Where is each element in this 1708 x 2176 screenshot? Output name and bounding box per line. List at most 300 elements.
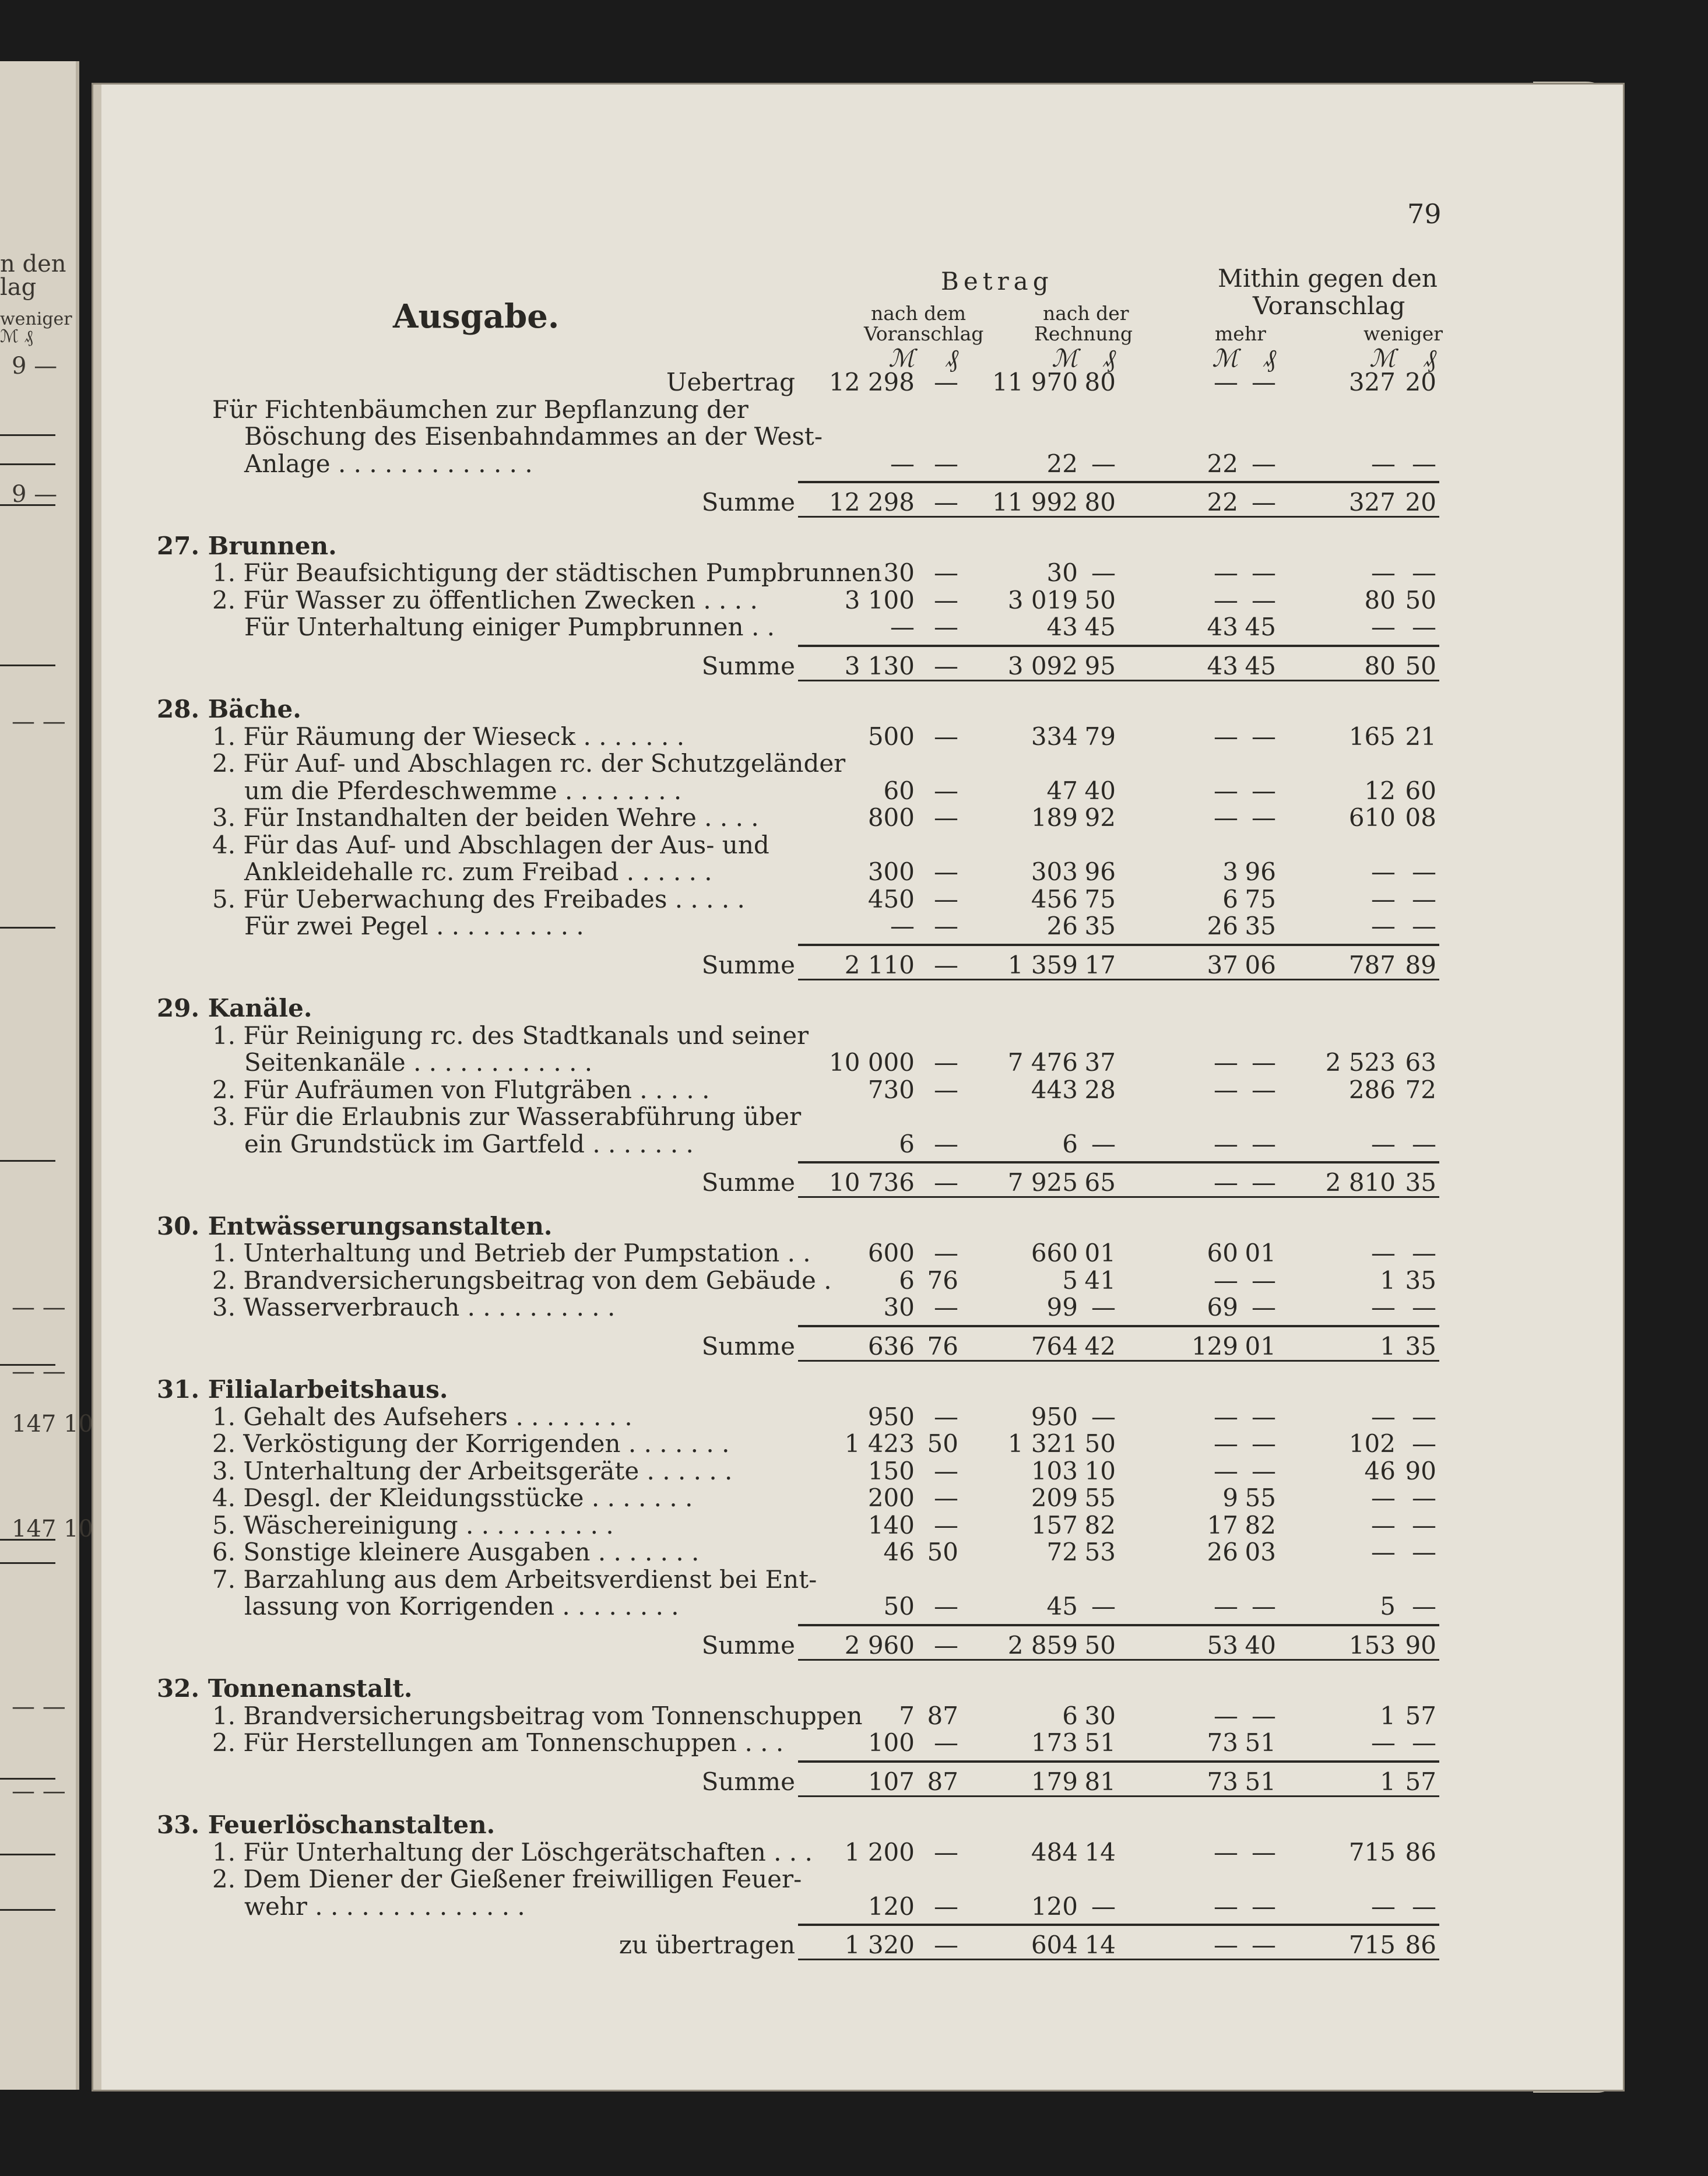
cell-value: 600 (867, 1239, 915, 1267)
cell-value: 7 476 (1007, 1048, 1078, 1077)
section-title: 30. Entwässerungsanstalten. (157, 1211, 553, 1240)
cell-value: — (1412, 912, 1436, 940)
cell-value: 120 (1031, 1892, 1078, 1921)
cell-value: — (1412, 1402, 1436, 1431)
cell-value: 14 (1084, 1837, 1116, 1866)
cell-value: — (934, 857, 958, 886)
cell-value: — (1252, 1129, 1276, 1158)
header-voranschlag-2: Voranschlag (864, 322, 984, 345)
cell-value: — (1214, 585, 1238, 614)
cell-value: 43 (1207, 651, 1238, 680)
cell-value: 1 (1380, 1265, 1396, 1295)
row-label: 1. Für Beaufsichtigung der städtischen Pumpbrunnen (212, 558, 882, 587)
row-label: 2. Verköstigung der Korrigenden . . . . . . . (212, 1429, 730, 1458)
cell-value: 22 (1046, 449, 1078, 478)
cell-value: 10 000 (829, 1048, 915, 1077)
cell-value: 28 (1084, 1075, 1116, 1104)
cell-value: 76 (927, 1265, 958, 1295)
cell-value: 12 298 (829, 488, 915, 516)
cell-value: 45 (1084, 613, 1116, 641)
cell-value: 12 (1364, 776, 1396, 805)
cell-value: 9 (1222, 1484, 1238, 1512)
left-page-fragment: n den (0, 251, 66, 277)
cell-value: 69 (1207, 1293, 1238, 1321)
cell-value: 157 (1031, 1510, 1078, 1539)
cell-value: — (934, 1728, 958, 1757)
cell-value: — (1214, 1129, 1238, 1158)
cell-value: — (890, 613, 915, 641)
cell-value: — (1371, 1892, 1396, 1921)
cell-value: 165 (1348, 722, 1396, 751)
cell-value: — (1252, 1402, 1276, 1431)
cell-value: 41 (1084, 1265, 1116, 1295)
row-label: 6. Sonstige kleinere Ausgaben . . . . . . . (212, 1538, 700, 1566)
cell-value: 660 (1031, 1239, 1078, 1267)
section-title: 27. Brunnen. (157, 531, 337, 560)
cell-value: — (1252, 585, 1276, 614)
left-page-fragment: — — (12, 1358, 66, 1385)
cell-value: — (1371, 1538, 1396, 1566)
sum-underline (798, 1196, 1439, 1198)
cell-value: 327 (1348, 368, 1396, 396)
cell-value: 45 (1046, 1592, 1078, 1620)
cell-value: 51 (1245, 1767, 1276, 1796)
page-title: Ausgabe. (393, 297, 560, 336)
cell-value: — (890, 449, 915, 478)
cell-value: 107 (867, 1767, 915, 1796)
cell-value: — (1091, 1402, 1116, 1431)
cell-value: 604 (1031, 1931, 1078, 1959)
cell-value: — (1214, 1402, 1238, 1431)
cell-value: 1 (1380, 1331, 1396, 1361)
cell-value: 50 (1405, 651, 1436, 680)
cell-value: 12 298 (829, 368, 915, 396)
cell-value: 715 (1348, 1931, 1396, 1959)
row-label: 1. Brandversicherungsbeitrag vom Tonnenschuppen (212, 1701, 863, 1730)
left-page-rule (0, 927, 55, 929)
section-title: 32. Tonnenanstalt. (157, 1674, 413, 1703)
header-mithin-1: Mithin gegen den (1218, 264, 1438, 293)
cell-value: 6 (1222, 884, 1238, 913)
row-label: Uebertrag (666, 368, 795, 396)
cell-value: — (934, 651, 958, 680)
left-page-rule (0, 1562, 55, 1564)
cell-value: 35 (1245, 912, 1276, 940)
cell-value: 45 (1245, 651, 1276, 680)
cell-value: 51 (1245, 1728, 1276, 1757)
cell-value: 11 970 (992, 368, 1078, 396)
cell-value: 30 (883, 1293, 915, 1321)
cell-value: — (934, 1592, 958, 1620)
cell-value: 17 (1084, 950, 1116, 979)
cell-value: — (1371, 1402, 1396, 1431)
cell-value: — (934, 1510, 958, 1539)
sum-underline (798, 979, 1439, 980)
cell-value: — (1214, 1048, 1238, 1077)
cell-value: 1 321 (1007, 1429, 1078, 1458)
cell-value: 484 (1031, 1837, 1078, 1866)
cell-value: — (1214, 368, 1238, 396)
cell-value: — (1412, 884, 1436, 913)
cell-value: — (1412, 1728, 1436, 1757)
cell-value: 764 (1031, 1331, 1078, 1361)
row-label: Summe (701, 1331, 795, 1361)
row-label: Ankleidehalle rc. zum Freibad . . . . . . (244, 857, 712, 886)
cell-value: 3 100 (844, 585, 915, 614)
cell-value: 3 130 (844, 651, 915, 680)
left-page-fragment: — — (12, 1778, 66, 1805)
cell-value: 99 (1046, 1293, 1078, 1321)
cell-value: 6 (1062, 1701, 1078, 1730)
cell-value: — (1252, 488, 1276, 516)
cell-value: 47 (1046, 776, 1078, 805)
sum-rule (798, 944, 1439, 946)
cell-value: 950 (867, 1402, 915, 1431)
cell-value: 1 320 (844, 1931, 915, 1959)
cell-value: 103 (1031, 1456, 1078, 1485)
cell-value: 3 (1222, 857, 1238, 886)
cell-value: — (1214, 1592, 1238, 1620)
cell-value: — (1371, 1129, 1396, 1158)
cell-value: 26 (1046, 912, 1078, 940)
unit-label: ₰ (1103, 344, 1116, 372)
cell-value: 30 (883, 558, 915, 587)
cell-value: 500 (867, 722, 915, 751)
cell-value: — (1412, 449, 1436, 478)
cell-value: — (1371, 1239, 1396, 1267)
row-label: 4. Für das Auf- und Abschlagen der Aus- und (212, 830, 769, 859)
cell-value: — (1371, 449, 1396, 478)
cell-value: 51 (1084, 1728, 1116, 1757)
unit-label: ℳ (1212, 344, 1238, 372)
cell-value: — (1412, 1538, 1436, 1566)
cell-value: 303 (1031, 857, 1078, 886)
cell-value: 209 (1031, 1484, 1078, 1512)
left-page-fragment: — — (12, 1294, 66, 1321)
left-page-fragment: — — (12, 1693, 66, 1720)
row-label: 3. Wasserverbrauch . . . . . . . . . . (212, 1293, 616, 1321)
cell-value: 50 (927, 1538, 958, 1566)
row-label: 2. Für Herstellungen am Tonnenschuppen . . . (212, 1728, 784, 1757)
cell-value: 60 (1405, 776, 1436, 805)
cell-value: — (1371, 912, 1396, 940)
cell-value: 86 (1405, 1837, 1436, 1866)
cell-value: — (1214, 1837, 1238, 1866)
row-label: um die Pferdeschwemme . . . . . . . . (244, 776, 682, 805)
cell-value: 443 (1031, 1075, 1078, 1104)
cell-value: 53 (1207, 1630, 1238, 1660)
left-page-rule (0, 1909, 55, 1911)
cell-value: 26 (1207, 912, 1238, 940)
row-label: 5. Wäschereinigung . . . . . . . . . . (212, 1510, 614, 1539)
left-page-fragment: 9 — (12, 481, 58, 508)
cell-value: — (1214, 1075, 1238, 1104)
book-page (93, 85, 1623, 2090)
cell-value: 6 (1062, 1129, 1078, 1158)
cell-value: — (1214, 1265, 1238, 1295)
cell-value: 73 (1207, 1767, 1238, 1796)
cell-value: 86 (1405, 1931, 1436, 1959)
cell-value: — (1252, 1592, 1276, 1620)
row-label: Böschung des Eisenbahndammes an der West- (244, 422, 823, 451)
cell-value: — (1252, 776, 1276, 805)
cell-value: 40 (1245, 1630, 1276, 1660)
cell-value: — (1252, 1429, 1276, 1458)
cell-value: — (1371, 1293, 1396, 1321)
cell-value: 11 992 (992, 488, 1078, 516)
cell-value: 82 (1084, 1510, 1116, 1539)
cell-value: 95 (1084, 651, 1116, 680)
cell-value: — (1371, 558, 1396, 587)
cell-value: — (1412, 1239, 1436, 1267)
cell-value: 89 (1405, 950, 1436, 979)
cell-value: 179 (1031, 1767, 1078, 1796)
header-rechnung-1: nach der (1043, 302, 1129, 325)
cell-value: — (1412, 1592, 1436, 1620)
cell-value: 2 810 (1325, 1168, 1396, 1197)
row-label: 1. Für Reinigung rc. des Stadtkanals und seiner (212, 1021, 809, 1050)
sum-underline (798, 1795, 1439, 1797)
row-label: Summe (701, 1767, 795, 1796)
unit-label: ℳ (1052, 344, 1078, 372)
left-page-rule (0, 1778, 55, 1780)
cell-value: 6 (899, 1265, 915, 1295)
cell-value: 1 200 (844, 1837, 915, 1866)
row-label: 1. Unterhaltung und Betrieb der Pumpstation . . (212, 1239, 811, 1267)
row-label: 2. Für Wasser zu öffentlichen Zwecken . . . . (212, 585, 758, 614)
sum-underline (798, 1959, 1439, 1960)
cell-value: — (1412, 1429, 1436, 1458)
left-page-fragment: 147 10 (12, 1411, 93, 1437)
cell-value: — (934, 1239, 958, 1267)
header-mithin-2: Voranschlag (1253, 291, 1405, 320)
cell-value: — (934, 1931, 958, 1959)
cell-value: 800 (867, 803, 915, 832)
cell-value: 53 (1084, 1538, 1116, 1566)
cell-value: — (934, 803, 958, 832)
cell-value: 150 (867, 1456, 915, 1485)
cell-value: 01 (1084, 1239, 1116, 1267)
header-mehr: mehr (1215, 322, 1266, 345)
cell-value: — (1252, 368, 1276, 396)
cell-value: 10 (1084, 1456, 1116, 1485)
cell-value: 7 (899, 1701, 915, 1730)
cell-value: — (1214, 1892, 1238, 1921)
cell-value: — (1252, 449, 1276, 478)
cell-value: — (1371, 1510, 1396, 1539)
cell-value: 1 423 (844, 1429, 915, 1458)
cell-value: — (1412, 1484, 1436, 1512)
sum-rule (798, 645, 1439, 647)
cell-value: — (1091, 558, 1116, 587)
row-label: 1. Für Unterhaltung der Löschgerätschaften . . . (212, 1837, 813, 1866)
left-page-fragment: weniger (0, 309, 72, 329)
cell-value: 5 (1380, 1592, 1396, 1620)
cell-value: 03 (1245, 1538, 1276, 1566)
cell-value: — (1091, 1892, 1116, 1921)
row-label: Summe (701, 488, 795, 516)
cell-value: 45 (1245, 613, 1276, 641)
cell-value: — (934, 368, 958, 396)
cell-value: — (1371, 884, 1396, 913)
cell-value: 63 (1405, 1048, 1436, 1077)
cell-value: — (1412, 857, 1436, 886)
cell-value: 1 (1380, 1767, 1396, 1796)
cell-value: 72 (1046, 1538, 1078, 1566)
cell-value: 50 (927, 1429, 958, 1458)
cell-value: — (934, 1048, 958, 1077)
cell-value: 80 (1084, 368, 1116, 396)
left-page-rule (0, 434, 55, 436)
cell-value: — (934, 1892, 958, 1921)
row-label: 2. Für Aufräumen von Flutgräben . . . . . (212, 1075, 710, 1104)
cell-value: 37 (1207, 950, 1238, 979)
cell-value: — (934, 558, 958, 587)
row-label: wehr . . . . . . . . . . . . . . (244, 1892, 525, 1921)
cell-value: — (1371, 613, 1396, 641)
cell-value: — (1252, 1168, 1276, 1197)
sum-underline (798, 1659, 1439, 1661)
cell-value: 73 (1207, 1728, 1238, 1757)
cell-value: 01 (1245, 1239, 1276, 1267)
cell-value: 01 (1245, 1331, 1276, 1361)
cell-value: 7 925 (1007, 1168, 1078, 1197)
cell-value: 46 (1364, 1456, 1396, 1485)
cell-value: 90 (1405, 1630, 1436, 1660)
cell-value: 140 (867, 1510, 915, 1539)
cell-value: 5 (1062, 1265, 1078, 1295)
row-label: Summe (701, 1630, 795, 1660)
row-label: 3. Unterhaltung der Arbeitsgeräte . . . . . . (212, 1456, 733, 1485)
row-label: ein Grundstück im Gartfeld . . . . . . . (244, 1129, 694, 1158)
cell-value: 30 (1046, 558, 1078, 587)
section-title: 28. Bäche. (157, 695, 301, 723)
cell-value: — (1412, 1892, 1436, 1921)
row-label: Für Unterhaltung einiger Pumpbrunnen . . (244, 613, 775, 641)
cell-value: 20 (1405, 488, 1436, 516)
cell-value: — (890, 912, 915, 940)
cell-value: — (1371, 1728, 1396, 1757)
sum-underline (798, 516, 1439, 518)
row-label: Anlage . . . . . . . . . . . . . (244, 449, 533, 478)
sum-rule (798, 1325, 1439, 1327)
cell-value: 50 (1084, 1429, 1116, 1458)
cell-value: 22 (1207, 488, 1238, 516)
cell-value: 76 (927, 1331, 958, 1361)
cell-value: 87 (927, 1767, 958, 1796)
header-betrag: Betrag (941, 267, 1053, 296)
cell-value: 75 (1084, 884, 1116, 913)
cell-value: — (1412, 613, 1436, 641)
cell-value: 22 (1207, 449, 1238, 478)
row-label: Summe (701, 950, 795, 979)
left-page-rule (0, 665, 55, 666)
cell-value: 75 (1245, 884, 1276, 913)
cell-value: — (1214, 1168, 1238, 1197)
cell-value: 200 (867, 1484, 915, 1512)
cell-value: 100 (867, 1728, 915, 1757)
cell-value: 30 (1084, 1701, 1116, 1730)
cell-value: — (934, 722, 958, 751)
cell-value: 456 (1031, 884, 1078, 913)
left-page-rule (0, 1854, 55, 1855)
cell-value: 1 359 (1007, 950, 1078, 979)
cell-value: 730 (867, 1075, 915, 1104)
header-voranschlag-1: nach dem (871, 302, 967, 325)
cell-value: 82 (1245, 1510, 1276, 1539)
cell-value: — (934, 912, 958, 940)
cell-value: — (1412, 1510, 1436, 1539)
sum-underline (798, 680, 1439, 681)
cell-value: 57 (1405, 1701, 1436, 1730)
row-label: 1. Gehalt des Aufsehers . . . . . . . . (212, 1402, 632, 1431)
cell-value: — (1091, 1592, 1116, 1620)
cell-value: 35 (1084, 912, 1116, 940)
cell-value: 189 (1031, 803, 1078, 832)
sum-rule (798, 1760, 1439, 1763)
unit-label: ₰ (1264, 344, 1276, 372)
cell-value: 80 (1364, 651, 1396, 680)
cell-value: — (1214, 722, 1238, 751)
cell-value: — (1252, 1048, 1276, 1077)
cell-value: 327 (1348, 488, 1396, 516)
cell-value: 87 (927, 1701, 958, 1730)
cell-value: 950 (1031, 1402, 1078, 1431)
section-title: 31. Filialarbeitshaus. (157, 1375, 448, 1404)
row-label: 2. Brandversicherungsbeitrag von dem Gebäude . (212, 1265, 832, 1295)
left-page-fragment: — — (12, 708, 66, 735)
cell-value: — (1412, 558, 1436, 587)
cell-value: — (934, 613, 958, 641)
cell-value: 43 (1046, 613, 1078, 641)
cell-value: 20 (1405, 368, 1436, 396)
cell-value: 129 (1191, 1331, 1238, 1361)
cell-value: 1 (1380, 1701, 1396, 1730)
cell-value: 96 (1245, 857, 1276, 886)
row-label: 5. Für Ueberwachung des Freibades . . . . . (212, 884, 745, 913)
cell-value: 26 (1207, 1538, 1238, 1566)
cell-value: 35 (1405, 1265, 1436, 1295)
cell-value: — (934, 1837, 958, 1866)
cell-value: 37 (1084, 1048, 1116, 1077)
cell-value: 96 (1084, 857, 1116, 886)
row-label: Für zwei Pegel . . . . . . . . . . (244, 912, 584, 940)
cell-value: — (1252, 1265, 1276, 1295)
cell-value: 787 (1348, 950, 1396, 979)
cell-value: 80 (1084, 488, 1116, 516)
cell-value: 57 (1405, 1767, 1436, 1796)
unit-label: ₰ (946, 344, 958, 372)
cell-value: 46 (883, 1538, 915, 1566)
cell-value: 35 (1405, 1331, 1436, 1361)
cell-value: 120 (867, 1892, 915, 1921)
cell-value: — (1214, 1429, 1238, 1458)
cell-value: 3 092 (1007, 651, 1078, 680)
cell-value: — (934, 1402, 958, 1431)
left-page-rule (0, 1160, 55, 1162)
row-label: zu übertragen (618, 1931, 795, 1959)
cell-value: 102 (1348, 1429, 1396, 1458)
unit-label: ℳ (1369, 344, 1396, 372)
cell-value: — (934, 1293, 958, 1321)
cell-value: — (1091, 449, 1116, 478)
cell-value: — (1091, 1293, 1116, 1321)
cell-value: — (1214, 776, 1238, 805)
cell-value: — (1252, 1892, 1276, 1921)
cell-value: — (934, 776, 958, 805)
cell-value: — (934, 488, 958, 516)
cell-value: — (1252, 1931, 1276, 1959)
